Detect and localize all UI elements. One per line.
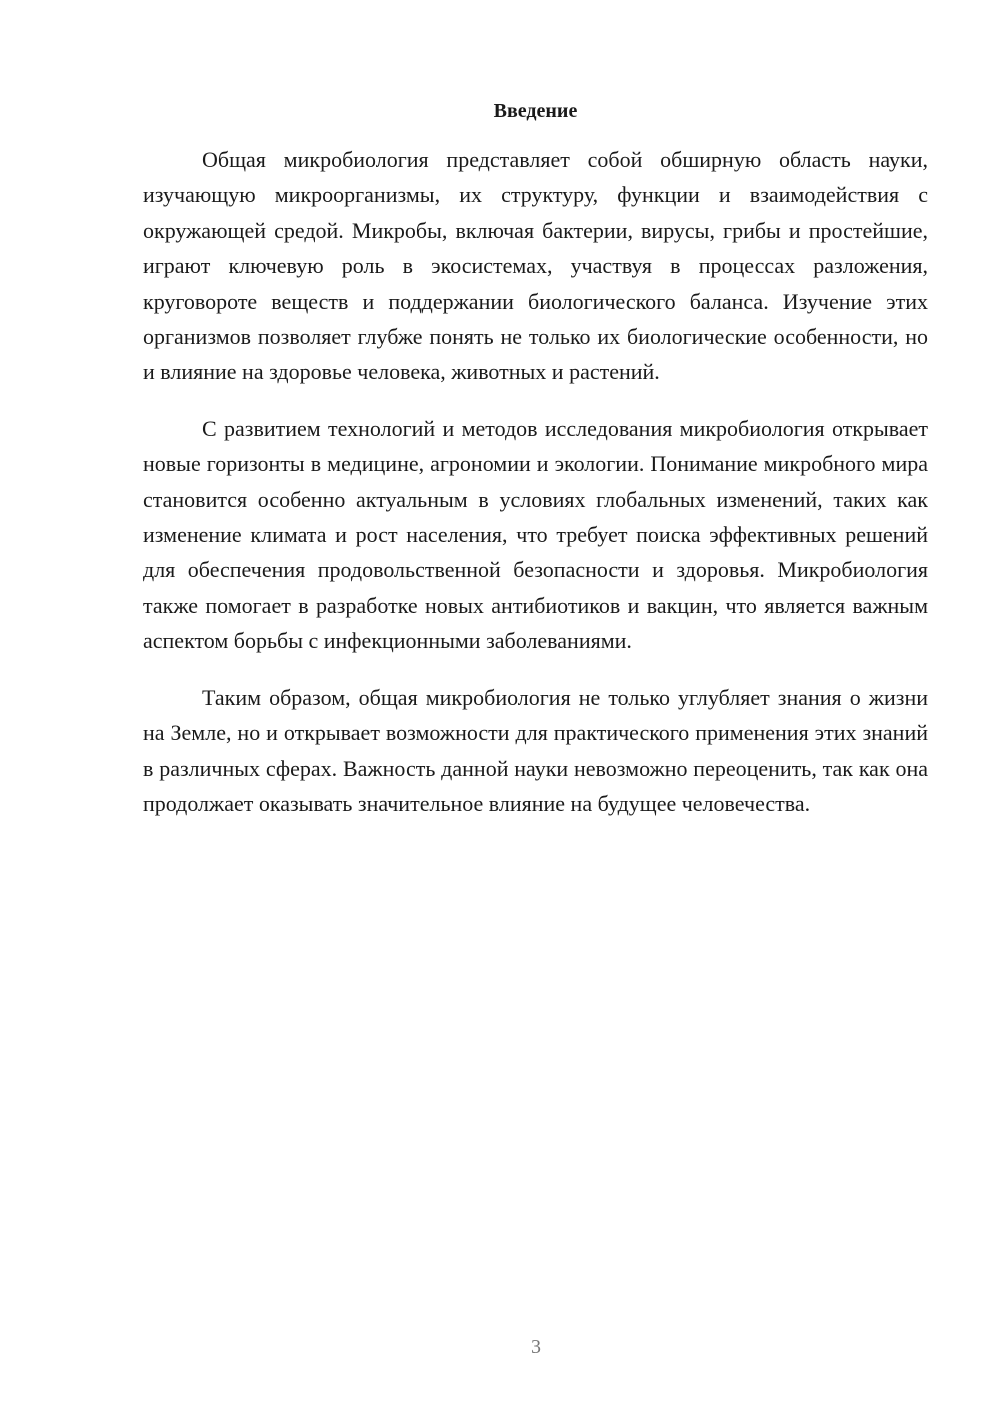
paragraph-3: Таким образом, общая микробиология не только углубляет знания о жизни на Земле, но и открывает возможности для практического применения этих знаний в различных сферах. Важность данной науки невозможно переоценить, так как она продолжает оказывать значительное влияние на будущее человечества. [143, 684, 928, 816]
page-number: 3 [531, 1336, 541, 1358]
body-text [143, 142, 928, 842]
paragraph-2: С развитием технологий и методов исследования микробиология открывает новые горизонты в медицине, агрономии и экологии. Понимание микробного мира становится особенно актуальным в условиях глобальных изменений, таких как изменение климата и рост населения, что требует поиска эффективных решений для обеспечения продовольственной безопасности и здоровья. Микробиология также помогает в разработке новых антибиотиков и вакцин, что является важным аспектом борьбы с инфекционными заболеваниями. [143, 415, 928, 654]
paragraph-1: Общая микробиология представляет собой обширную область науки, изучающую микроорганизмы, их структуру, функции и взаимодействия с окружающей средой. Микробы, включая бактерии, вирусы, грибы и простейшие, играют ключевую роль в экосистемах, участвуя в процессах разложения, круговороте веществ и поддержании биологического баланса. Изучение этих организмов позволяет глубже понять не только их биологические особенности, но и влияние на здоровье человека, животных и растений. [143, 147, 928, 385]
section-heading: Введение [493, 100, 578, 122]
